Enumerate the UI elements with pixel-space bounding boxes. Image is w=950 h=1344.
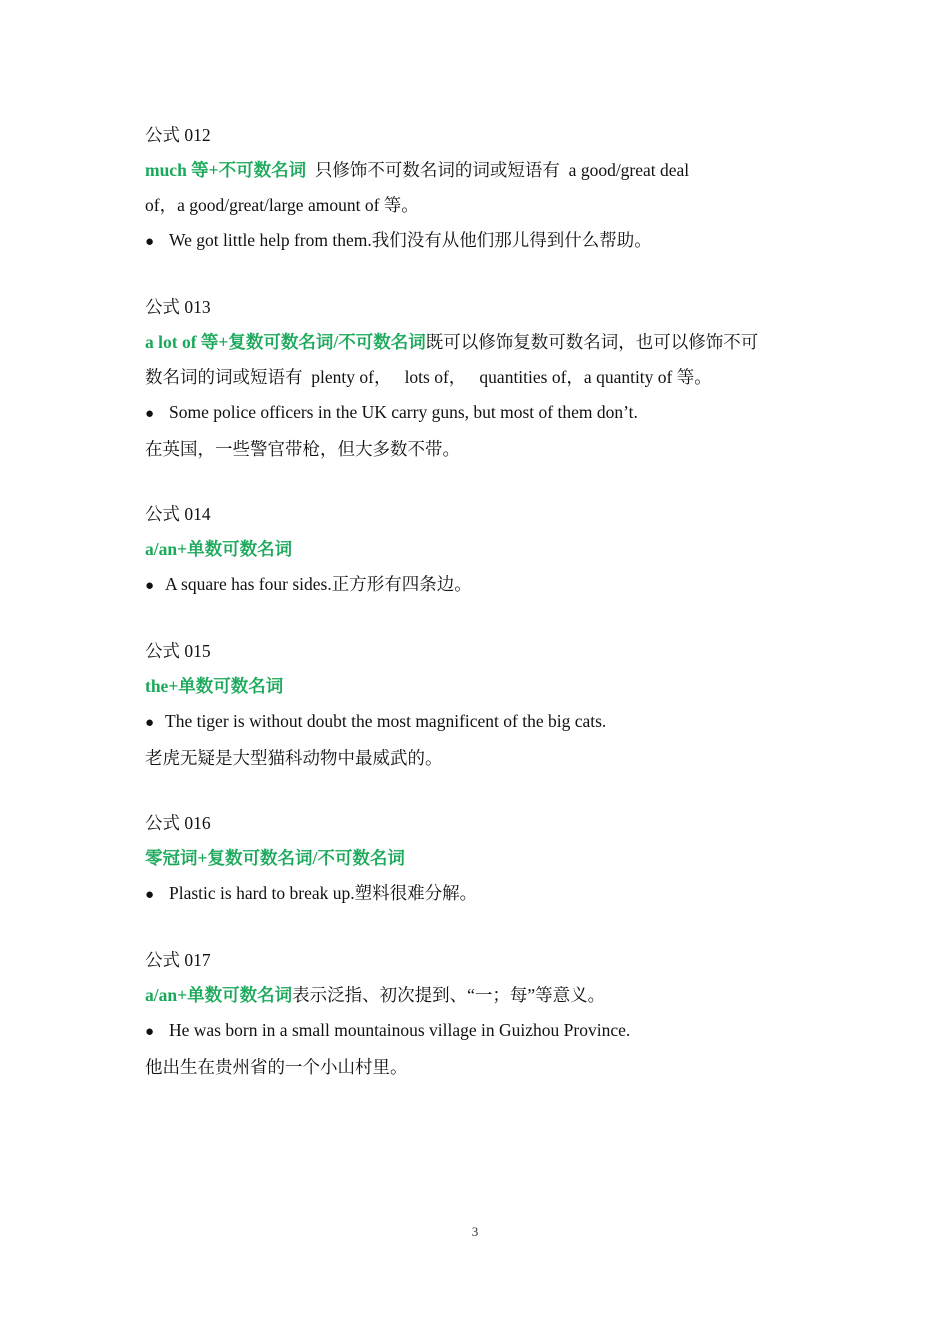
formula-section-016 — [145, 806, 810, 913]
formula-rule-highlight: 零冠词+复数可数名词/不可数名词 — [145, 848, 405, 868]
formula-rule-text: 表示泛指、初次提到、“一；每”等意义。 — [292, 985, 606, 1005]
formula-section-017 — [145, 943, 810, 1085]
example-sentence: He was born in a small mountainous village in Guizhou Province. — [169, 1020, 631, 1040]
bullet-icon: ● — [145, 578, 155, 594]
formula-rule-highlight: a/an+单数可数名词 — [145, 985, 293, 1005]
formula-rule-highlight: much 等+不可数名词 — [145, 160, 307, 180]
formula-section-013 — [145, 290, 810, 467]
example-translation: 老虎无疑是大型猫科动物中最威武的。 — [145, 748, 443, 768]
example-line — [145, 1013, 810, 1050]
formula-rule — [145, 532, 810, 567]
example-sentence: Some police officers in the UK carry guns, but most of them don’t. — [169, 402, 638, 422]
formula-rule — [145, 325, 810, 360]
formula-rule-highlight: a/an+单数可数名词 — [145, 539, 293, 559]
formula-heading: 公式 016 — [145, 813, 211, 833]
example-sentence: Plastic is hard to break up.塑料很难分解。 — [169, 883, 478, 903]
example-sentence: We got little help from them.我们没有从他们那儿得到什么帮助。 — [169, 230, 652, 250]
example-line — [145, 223, 810, 260]
formula-section-012 — [145, 118, 810, 260]
document-body — [145, 118, 810, 1115]
formula-heading: 公式 017 — [145, 950, 211, 970]
bullet-icon: ● — [145, 887, 155, 903]
example-sentence: The tiger is without doubt the most magnificent of the big cats. — [165, 711, 607, 731]
formula-rule — [145, 841, 810, 876]
formula-rule-highlight: a lot of 等+复数可数名词/不可数名词 — [145, 332, 426, 352]
formula-heading: 公式 015 — [145, 641, 211, 661]
formula-rule — [145, 669, 810, 704]
example-line — [145, 567, 810, 604]
formula-rule — [145, 978, 810, 1013]
formula-section-014 — [145, 497, 810, 604]
example-translation: 在英国，一些警官带枪，但大多数不带。 — [145, 439, 460, 459]
formula-rule — [145, 153, 810, 188]
example-line — [145, 876, 810, 913]
formula-heading: 公式 012 — [145, 125, 211, 145]
bullet-icon: ● — [145, 234, 155, 250]
bullet-icon: ● — [145, 715, 155, 731]
formula-heading: 公式 013 — [145, 297, 211, 317]
formula-heading: 公式 014 — [145, 504, 211, 524]
example-line — [145, 395, 810, 432]
example-sentence: A square has four sides.正方形有四条边。 — [165, 574, 472, 594]
example-translation: 他出生在贵州省的一个小山村里。 — [145, 1057, 408, 1077]
formula-rule-text: 只修饰不可数名词的词或短语有 a good/great deal — [306, 160, 690, 180]
formula-rule-highlight: the+单数可数名词 — [145, 676, 284, 696]
formula-rule-continued: of，a good/great/large amount of 等。 — [145, 195, 419, 215]
page-number: 3 — [471, 1224, 479, 1239]
example-line — [145, 704, 810, 741]
bullet-icon: ● — [145, 1024, 155, 1040]
formula-rule-continued: 数名词的词或短语有 plenty of， lots of， quantities of，a quantity of 等。 — [145, 367, 712, 387]
formula-section-015 — [145, 634, 810, 776]
formula-rule-text: 既可以修饰复数可数名词，也可以修饰不可 — [425, 332, 759, 352]
bullet-icon: ● — [145, 406, 155, 422]
